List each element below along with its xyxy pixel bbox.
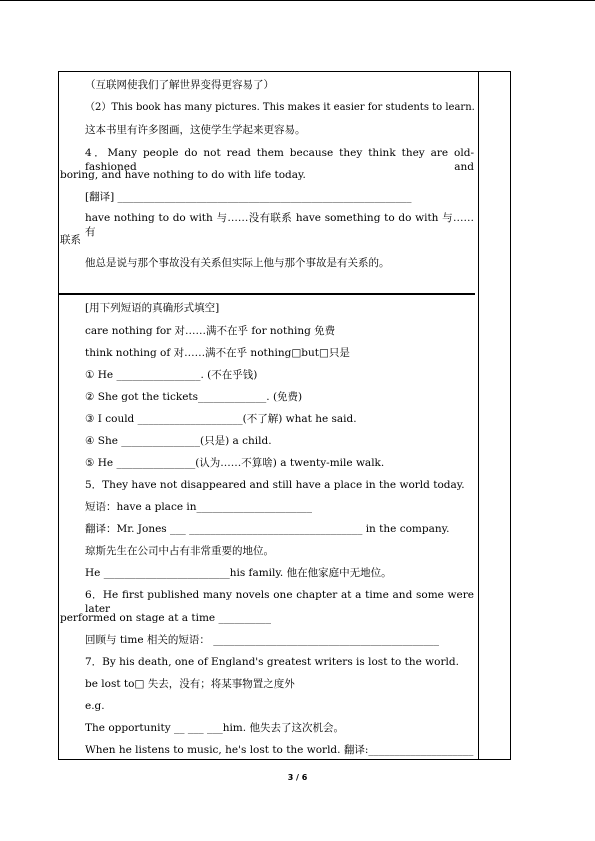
text-line: （2）This book has many pictures. This makes it easier for students to learn. <box>85 102 475 113</box>
text-line: care nothing for 对……满不在乎 for nothing 免费 <box>85 325 336 337</box>
text-line: 6．He first published many novels one chapter at a time and some were later <box>85 589 474 615</box>
text-line: 琼斯先生在公司中占有非常重要的地位。 <box>85 545 274 557</box>
text-line: 7．By his death, one of England's greatest writers is lost to the world. <box>85 656 459 668</box>
text-line: e.g. <box>85 700 105 712</box>
section-divider <box>58 293 475 295</box>
page-top-rule <box>0 0 595 1</box>
text-line: 5．They have not disappeared and still have a place in the world today. <box>85 479 465 491</box>
table-column-divider <box>478 71 479 760</box>
text-line: When he listens to music, he's lost to the world. 翻译:____________________ <box>85 744 474 756</box>
text-line: 联系 <box>60 234 81 246</box>
text-line: ⑤ He _______________(认为……不算啥) a twenty-mile walk. <box>85 457 385 469</box>
text-line: He ________________________his family. 他在他家庭中无地位。 <box>85 567 392 579</box>
text-line: 回顾与 time 相关的短语： ___________________________________________ <box>85 634 440 646</box>
text-line: 翻译：Mr. Jones ___ _________________________________ in the company. <box>85 523 450 535</box>
text-line: [翻译] ________________________________________________________ <box>85 191 412 203</box>
text-line: （互联网使我们了解世界变得更容易了） <box>85 79 274 91</box>
text-line: be lost to□ 失去，没有；将某事物置之度外 <box>85 678 295 690</box>
text-line: ① He ________________. (不在乎钱) <box>85 369 258 381</box>
text-line: think nothing of 对……满不在乎 nothing□but□只是 <box>85 347 350 359</box>
text-line: boring, and have nothing to do with life today. <box>60 169 306 181</box>
text-line: 这本书里有许多图画，这使学生学起来更容易。 <box>85 124 306 136</box>
text-line: 他总是说与那个事故没有关系但实际上他与那个事故是有关系的。 <box>85 257 390 269</box>
text-line: ③ I could ____________________(不了解) what he said. <box>85 413 357 425</box>
text-line: 短语：have a place in______________________ <box>85 501 312 513</box>
text-line: The opportunity __ ___ ___him. 他失去了这次机会。 <box>85 722 344 734</box>
text-line: performed on stage at a time __________ <box>60 612 271 624</box>
text-line: ② She got the tickets_____________. (免费) <box>85 391 303 403</box>
text-line: have nothing to do with 与……没有联系 have something to do with 与……有 <box>85 212 474 238</box>
page-number: 3 / 6 <box>287 773 308 782</box>
text-line: ④ She _______________(只是) a child. <box>85 435 272 447</box>
text-line: 4．Many people do not read them because they think they are old-fashioned and <box>85 147 474 173</box>
text-line: [用下列短语的真确形式填空] <box>85 302 220 314</box>
